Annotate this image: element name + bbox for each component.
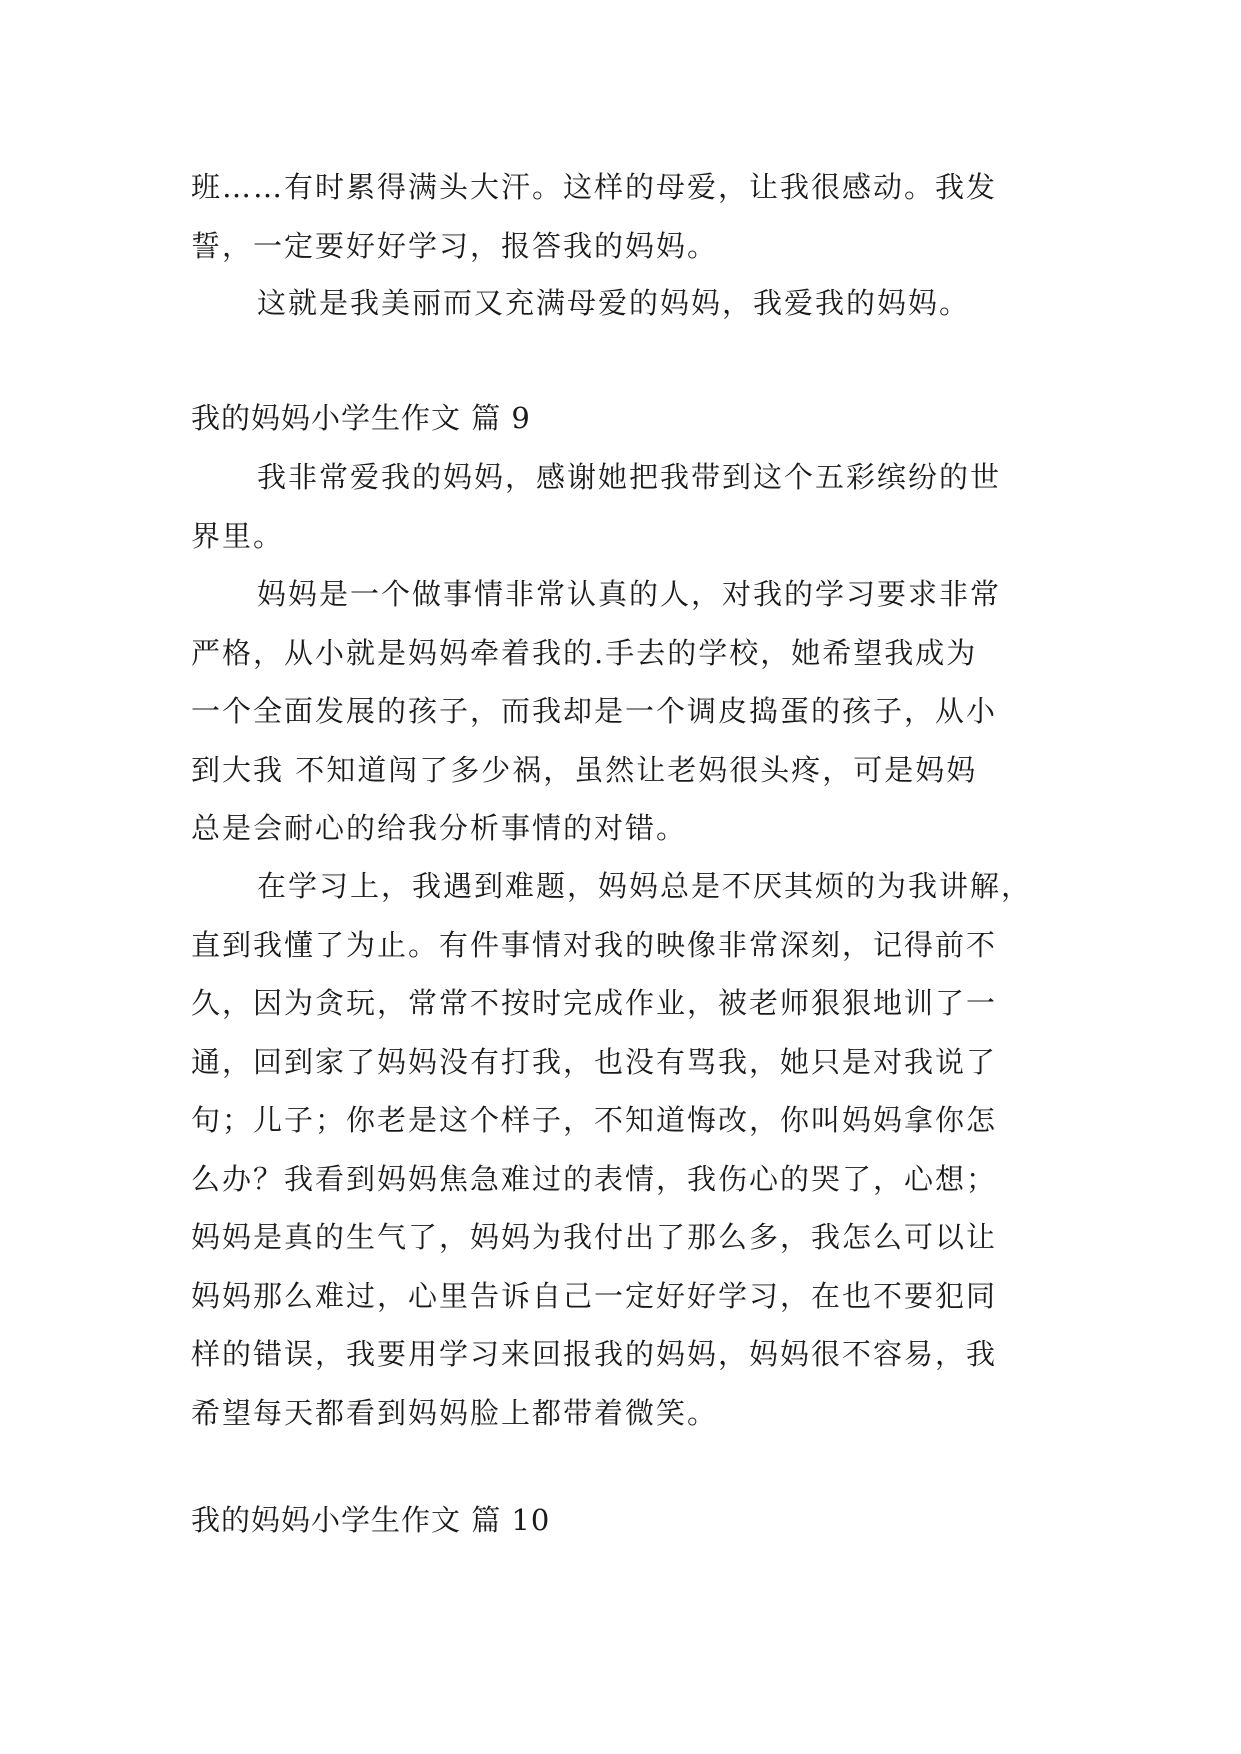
section-9-paragraph-3 [191, 857, 1061, 1442]
text-line: 妈妈那么难过，心里告诉自己一定好好学习，在也不要犯同 [191, 1278, 998, 1313]
text-line: 在学习上，我遇到难题，妈妈总是不厌其烦的为我讲解， [257, 869, 1033, 903]
text-line: 到大我 不知道闯了多少祸，虽然让老妈很头疼，可是妈妈 [191, 752, 978, 787]
text-line: 我非常爱我的妈妈，感谢她把我带到这个五彩缤纷的世 [257, 460, 1002, 494]
section-9-title: 我的妈妈小学生作文 篇 9 [191, 401, 531, 435]
section-9-paragraph-1 [191, 448, 1061, 565]
text-line: 这就是我美丽而又充满母爱的妈妈，我爱我的妈妈。 [257, 286, 971, 320]
text-line: 久，因为贪玩，常常不按时完成作业，被老师狠狠地训了一 [191, 986, 998, 1020]
text-line: 直到我懂了为止。有件事情对我的映像非常深刻，记得前不 [191, 927, 998, 962]
section-10-title: 我的妈妈小学生作文 篇 10 [191, 1503, 551, 1537]
section-9-paragraph-2 [191, 565, 1061, 858]
text-line: 誓，一定要好好学习，报答我的妈妈。 [191, 228, 719, 263]
text-line: 妈妈是真的生气了，妈妈为我付出了那么多，我怎么可以让 [191, 1220, 998, 1254]
text-line: 严格，从小就是妈妈牵着我的.手去的学校，她希望我成为 [191, 635, 978, 670]
paragraph-continuation [191, 158, 1061, 275]
text-line: 妈妈是一个做事情非常认真的人，对我的学习要求非常 [257, 577, 1002, 611]
text-line: 班……有时累得满头大汗。这样的母爱，让我很感动。我发 [191, 170, 998, 204]
text-line: 句；儿子；你老是这个样子，不知道悔改，你叫妈妈拿你怎 [191, 1103, 998, 1137]
text-line: 界里。 [191, 518, 285, 553]
text-line: 希望每天都看到妈妈脸上都带着微笑。 [191, 1395, 719, 1430]
text-line: 总是会耐心的给我分析事情的对错。 [191, 811, 688, 845]
text-line: 一个全面发展的孩子，而我却是一个调皮捣蛋的孩子，从小 [191, 694, 998, 728]
text-line: 样的错误，我要用学习来回报我的妈妈，妈妈很不容易，我 [191, 1337, 998, 1371]
paragraph-closing [191, 274, 1061, 333]
text-line: 么办？我看到妈妈焦急难过的表情，我伤心的哭了，心想； [191, 1161, 998, 1196]
text-line: 通，回到家了妈妈没有打我，也没有骂我，她只是对我说了 [191, 1044, 998, 1079]
